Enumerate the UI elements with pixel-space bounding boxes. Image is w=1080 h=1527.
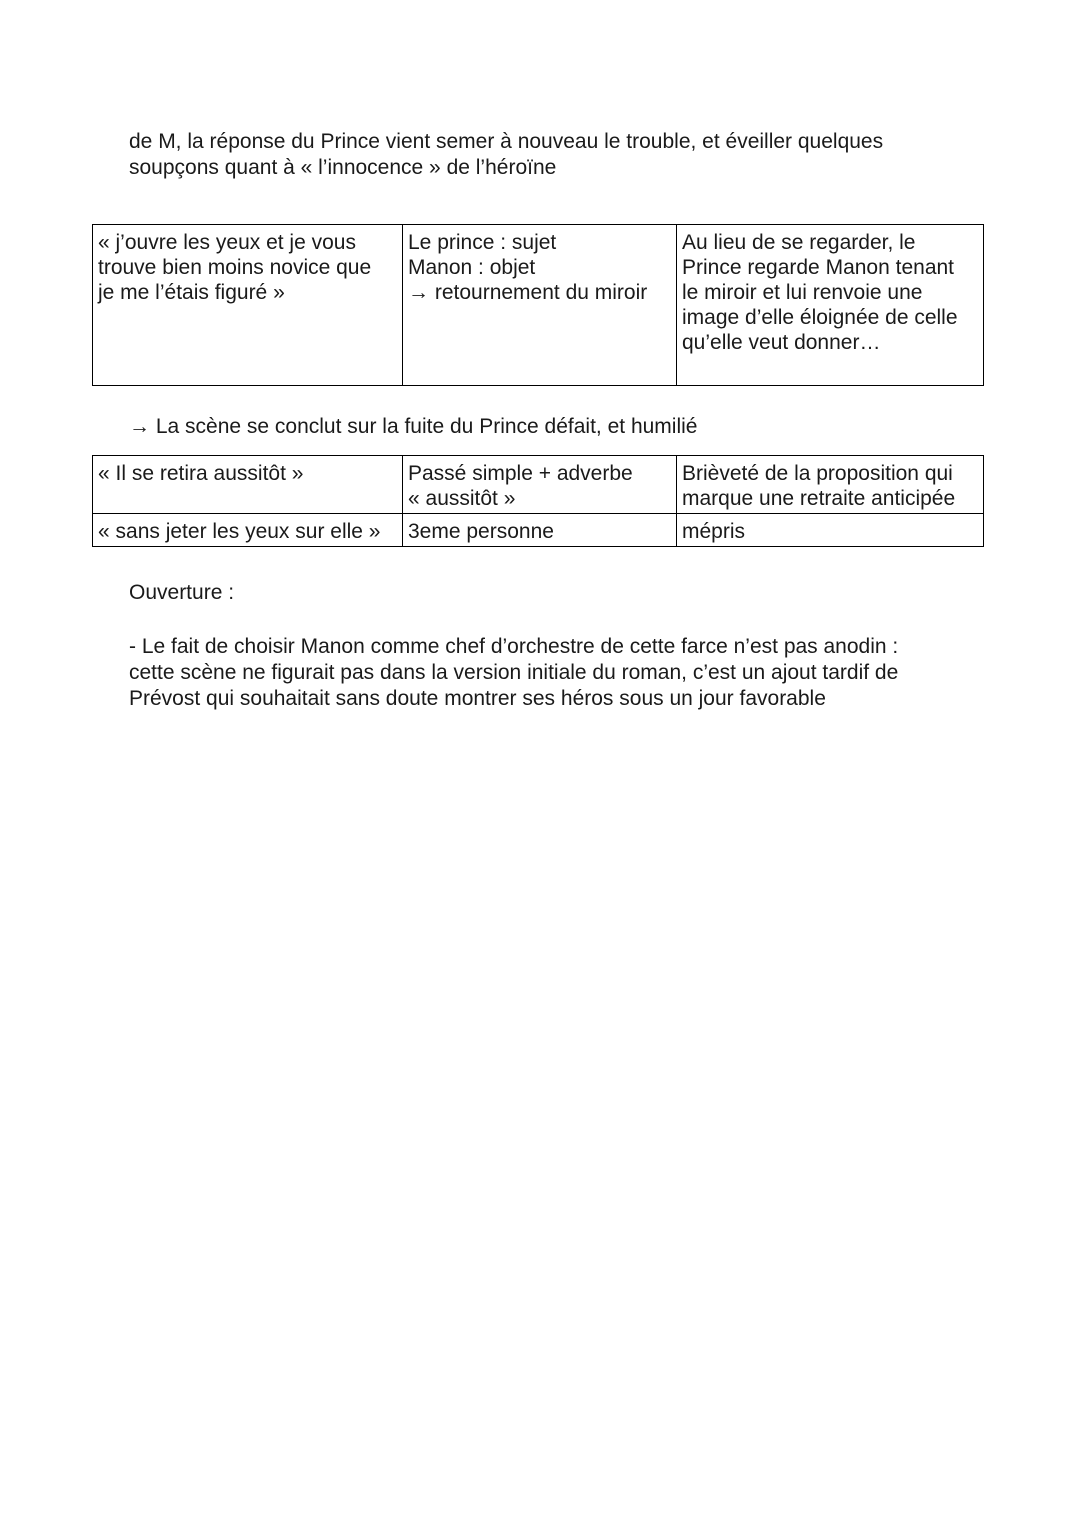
cell-line: je me l’étais figuré »: [98, 281, 285, 304]
intro-paragraph: [129, 129, 949, 181]
cell-line: Au lieu de se regarder, le: [682, 231, 916, 254]
interpretation-cell: [677, 225, 984, 386]
ouverture-line: cette scène ne figurait pas dans la version initiale du roman, c’est un ajout tardif de: [129, 661, 899, 684]
cell-line: « Il se retira aussitôt »: [98, 462, 304, 485]
cell-line: « j’ouvre les yeux et je vous: [98, 231, 356, 254]
ouverture-heading: Ouverture :: [129, 581, 235, 604]
analysis-cell: [403, 514, 677, 547]
ouverture-line: - Le fait de choisir Manon comme chef d’orchestre de cette farce n’est pas anodin :: [129, 635, 899, 658]
cell-line: mépris: [682, 520, 746, 543]
cell-line: Prince regarde Manon tenant: [682, 256, 955, 279]
analysis-table-mirror: [92, 224, 984, 386]
cell-line: « aussitôt »: [408, 487, 516, 510]
cell-line: Manon : objet: [408, 256, 536, 279]
quote-cell: [93, 514, 403, 547]
cell-line: qu’elle veut donner…: [682, 331, 881, 354]
cell-line: Brièveté de la proposition qui: [682, 462, 953, 485]
interpretation-cell: [677, 456, 984, 514]
cell-line: marque une retraite anticipée: [682, 487, 956, 510]
table-row: [93, 514, 984, 547]
cell-line: le miroir et lui renvoie une: [682, 281, 923, 304]
quote-cell: [93, 456, 403, 514]
cell-line: 3eme personne: [408, 520, 554, 543]
interpretation-cell: [677, 514, 984, 547]
quote-cell: [93, 225, 403, 386]
transition-line: → La scène se conclut sur la fuite du Prince défait, et humilié: [129, 415, 698, 438]
analysis-cell: [403, 225, 677, 386]
table-row: [93, 456, 984, 514]
ouverture-line: Prévost qui souhaitait sans doute montrer ses héros sous un jour favorable: [129, 687, 826, 710]
cell-line: image d’elle éloignée de celle: [682, 306, 958, 329]
analysis-table-retreat: [92, 455, 984, 547]
cell-line: → retournement du miroir: [408, 281, 648, 304]
cell-line: Passé simple + adverbe: [408, 462, 633, 485]
analysis-cell: [403, 456, 677, 514]
cell-line: Le prince : sujet: [408, 231, 557, 254]
intro-line: soupçons quant à « l’innocence » de l’héroïne: [129, 156, 557, 179]
ouverture-paragraph: [129, 634, 939, 712]
intro-line: de M, la réponse du Prince vient semer à nouveau le trouble, et éveiller quelques: [129, 130, 884, 153]
cell-line: « sans jeter les yeux sur elle »: [98, 520, 381, 543]
cell-line: trouve bien moins novice que: [98, 256, 372, 279]
table-row: [93, 225, 984, 386]
